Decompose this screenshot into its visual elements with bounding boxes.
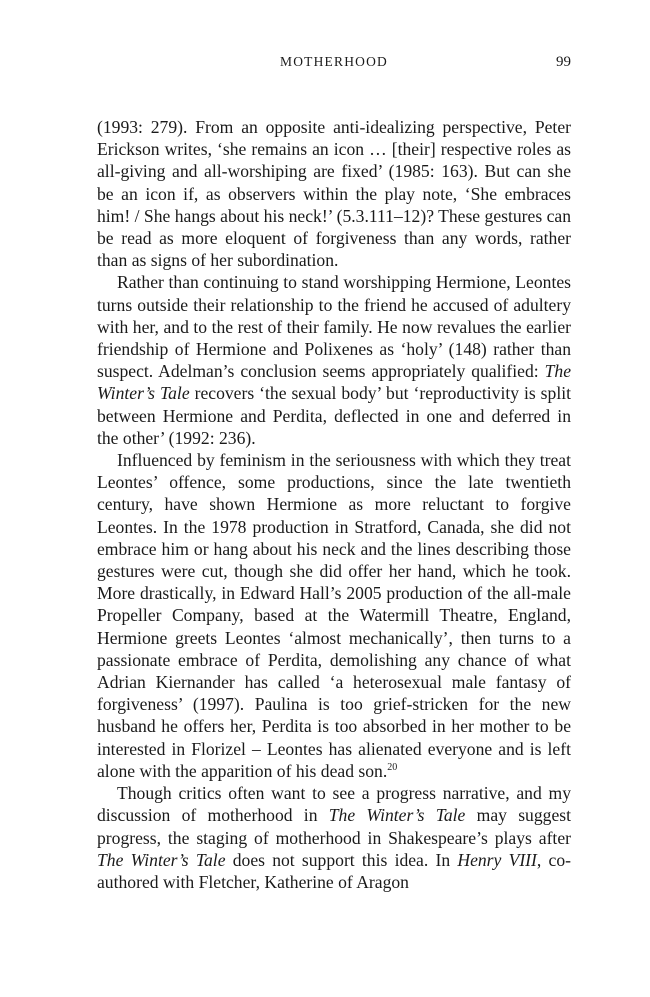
text-run: , co-authored with Fletcher, Katherine of Aragon [97,849,571,892]
running-head: MOTHERHOOD [280,54,388,69]
italic-title: The Winter’s Tale [328,805,466,826]
text-run: Influenced by feminism in the seriousness with which they treat Leontes’ offence, some productions, since the late twentieth century, have shown Hermione as more reluctant to forgive Leontes. In the 1978 production in Stratford, Canada, she did not embrace him or hang about his neck and the lines describing those gestures were cut, though she did offer her hand, which he took. More drastically, in Edward Hall’s 2005 production of the all-male Propeller Company, based at the Watermill Theatre, England, Hermione greets Leontes ‘almost mechanically’, then turns to a passionate embrace of Perdita, demolishing any chance of what Adrian Kiernander has called ‘a heterosexual male fantasy of forgiveness’ (1997). Paulina is too grief-stricken for the new husband he offers her, Perdita is too absorbed in her mother to be interested in Florizel – Leontes has alienated everyone and is left alone with the apparition of his dead son. [97,450,571,781]
text-run: Though critics often want to see a progress narrative, and my discussion of motherhood in [97,783,571,826]
text-run: recovers ‘the sexual body’ but ‘reproductivity is split between Hermione and Perdita, deflected in one and deferred in the other’ (1992: 236). [97,383,571,448]
page-number: 99 [556,54,571,70]
italic-title: The Winter’s Tale [97,361,571,404]
text-run: may suggest progress, the staging of motherhood in Shakespeare’s plays after [97,805,571,848]
paragraph-2 [97,271,571,449]
paragraph-3 [97,449,571,782]
paragraph-1 [97,116,571,271]
footnote-marker: 20 [387,761,398,773]
text-run: does not support this idea. In [225,849,458,870]
body-text [97,116,571,893]
italic-title: Henry VIII [457,849,537,870]
italic-title: The Winter’s Tale [97,849,226,870]
text-run: (1993: 279). From an opposite anti-idealizing perspective, Peter Erickson writes, ‘she remains an icon … [their] respective roles as all-giving and all-worshiping are fixed’ (1985: 163). But can she be an icon if, as observers within the play note, ‘She embraces him! / She hangs about his neck!’ (5.3.111–12)? These gestures can be read as more eloquent of forgiveness than any words, rather than as signs of her subordination. [97,117,571,271]
text-run: Rather than continuing to stand worshipping Hermione, Leontes turns outside their relationship to the friend he accused of adultery with her, and to the rest of their family. He now revalues the earlier friendship of Hermione and Polixenes as ‘holy’ (148) rather than suspect. Adelman’s conclusion seems appropriately qualified: [97,272,571,382]
paragraph-4 [97,782,571,893]
page-header [97,54,571,76]
